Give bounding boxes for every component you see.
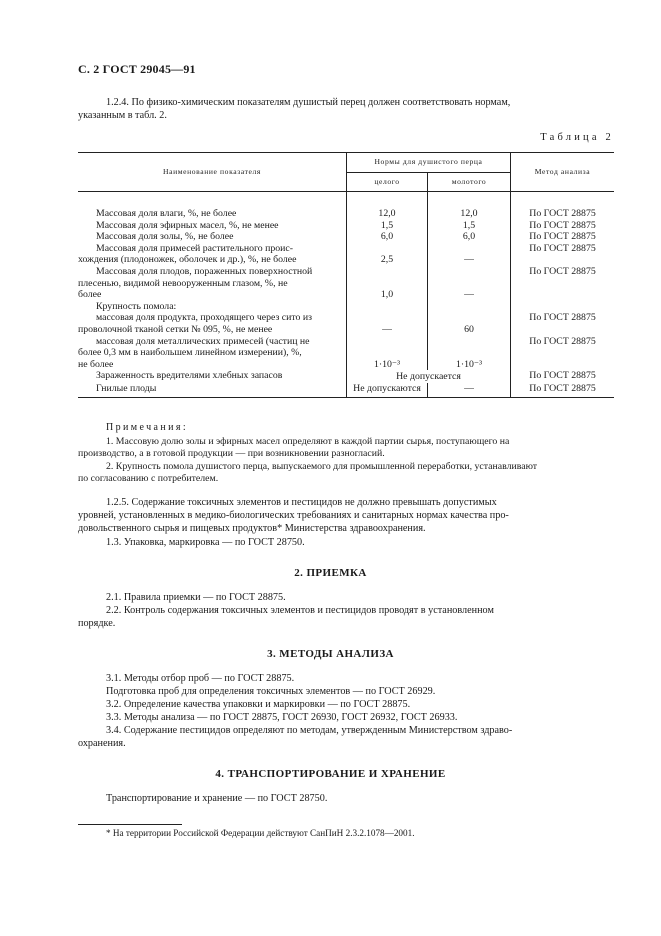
row-ground: — (428, 243, 511, 266)
row-method: По ГОСТ 28875 (511, 336, 615, 371)
row-name: Зараженность вредителями хлебных запасов (96, 370, 283, 382)
row-name (78, 336, 347, 371)
row-name: Гнилые плоды (78, 383, 347, 397)
row-whole: Не допускаются (347, 383, 428, 397)
note-2 (78, 461, 614, 486)
row-name-line: более (78, 289, 102, 301)
row-whole: 2,5 (347, 243, 428, 266)
table-caption: Таблица 2 (540, 132, 614, 143)
note-line: по согласованию с потребителем. (78, 473, 219, 485)
row-whole: 12,0 (347, 208, 428, 220)
paragraph-2-1: 2.1. Правила приемки — по ГОСТ 28875. (106, 592, 286, 603)
row-method: По ГОСТ 28875 (511, 370, 615, 383)
row-name-line: плесенью, видимой невооруженным глазом, %, не (78, 277, 288, 289)
row-method: По ГОСТ 28875 (511, 383, 615, 397)
section-3-title: 3. МЕТОДЫ АНАЛИЗА (267, 648, 394, 660)
note-line: 2. Крупность помола душистого перца, выпускаемого для промышленной переработки, устанавливают (106, 461, 538, 472)
header-name: Наименование показателя (78, 153, 347, 192)
row-span-value: Не допускается (347, 370, 511, 383)
row-ground: — (428, 266, 511, 301)
row-name: Массовая доля влаги, %, не более (96, 208, 237, 219)
footnote: * На территории Российской Федерации действуют СанПиН 2.3.2.1078—2001. (106, 828, 415, 838)
note-line: производство, а в готовой продукции — при возникновении разногласий. (78, 448, 385, 460)
header-norms: Нормы для душистого перца (347, 153, 511, 173)
note-line: 1. Массовую долю золы и эфирных масел определяют в каждой партии сырья, поступающего на (106, 436, 510, 447)
paragraph-line: 1.2.5. Содержание токсичных элементов и пестицидов не должно превышать допустимых (106, 497, 497, 508)
row-whole: 1,0 (347, 266, 428, 301)
paragraph-3-4 (78, 724, 614, 750)
row-name-line: проволочной тканой сетки № 095, %, не менее (78, 323, 273, 335)
table-row (78, 301, 614, 313)
row-ground: 60 (428, 312, 511, 335)
row-method: По ГОСТ 28875 (511, 231, 615, 243)
row-ground: 6,0 (428, 231, 511, 243)
paragraph-3-1: 3.1. Методы отбор проб — по ГОСТ 28875. (106, 673, 295, 684)
paragraph-line: порядке. (78, 618, 116, 630)
table-row (78, 312, 614, 335)
footnote-divider (78, 824, 182, 825)
header-method: Метод анализа (511, 153, 615, 192)
paragraph-line: 3.4. Содержание пестицидов определяют по методам, утвержденным Министерством здраво- (106, 725, 513, 736)
table-row (78, 208, 614, 220)
header-ground: молотого (428, 172, 511, 192)
paragraph-line: довольственного сырья и пищевых продуктов* Министерства здравоохранения. (78, 523, 426, 535)
row-name-line: не более (78, 358, 114, 370)
note-1 (78, 436, 614, 461)
row-ground: 1,5 (428, 220, 511, 232)
row-name (78, 312, 347, 335)
paragraph-1-3: 1.3. Упаковка, маркировка — по ГОСТ 28750. (106, 537, 305, 548)
row-name: Массовая доля эфирных масел, %, не менее (96, 219, 279, 231)
table-2 (78, 152, 614, 398)
table-header-row (78, 153, 614, 173)
page-header: С. 2 ГОСТ 29045—91 (78, 62, 196, 76)
paragraph-1-2-4 (78, 96, 614, 122)
paragraph-2-2 (78, 604, 614, 630)
row-whole: 1·10⁻³ (347, 336, 428, 371)
paragraph-3-3: 3.3. Методы анализа — по ГОСТ 28875, ГОСТ 26930, ГОСТ 26932, ГОСТ 26933. (106, 712, 458, 723)
row-whole: 6,0 (347, 231, 428, 243)
row-name-line: Массовая доля примесей растительного проис- (96, 242, 293, 254)
row-name (78, 266, 347, 301)
table-row (78, 243, 614, 266)
paragraph-line: указанным в табл. 2. (78, 110, 167, 122)
row-name-line: более 0,3 мм в наибольшем линейном измерении), %, (78, 347, 302, 359)
paragraph-line: 2.2. Контроль содержания токсичных элементов и пестицидов проводят в установленном (106, 605, 494, 616)
table-row (78, 266, 614, 301)
paragraph-1-2-5 (78, 496, 614, 536)
row-method: По ГОСТ 28875 (511, 266, 615, 301)
row-name: Крупность помола: (96, 300, 177, 312)
section-4-title: 4. ТРАНСПОРТИРОВАНИЕ И ХРАНЕНИЕ (215, 768, 446, 780)
paragraph-3-1b: Подготовка проб для определения токсичных элементов — по ГОСТ 26929. (106, 686, 436, 697)
table-row (78, 231, 614, 243)
row-name-line: массовая доля продукта, проходящего через сито из (96, 312, 312, 324)
table-row (78, 336, 614, 371)
row-whole: — (347, 312, 428, 335)
row-name-line: Массовая доля плодов, пораженных поверхностной (96, 265, 313, 277)
table-row (78, 370, 614, 383)
paragraph-line: 1.2.4. По физико-химическим показателям душистый перец должен соответствовать нормам, (106, 97, 511, 108)
paragraph-line: охранения. (78, 738, 126, 750)
notes-title: Примечания: (106, 422, 189, 433)
row-method: По ГОСТ 28875 (511, 243, 615, 266)
row-method: По ГОСТ 28875 (511, 312, 615, 335)
row-ground: 1·10⁻³ (428, 336, 511, 371)
row-name-line: хождения (плодоножек, оболочек и др.), %, не более (78, 254, 297, 266)
row-ground: 12,0 (428, 208, 511, 220)
table-spacer (78, 192, 614, 209)
row-name-line: массовая доля металлических примесей (частиц не (96, 335, 310, 347)
paragraph-4: Транспортирование и хранение — по ГОСТ 28750. (106, 793, 328, 804)
section-2-title: 2. ПРИЕМКА (294, 567, 367, 579)
row-name (78, 243, 347, 266)
row-method: По ГОСТ 28875 (511, 220, 615, 232)
paragraph-line: уровней, установленных в медико-биологических требованиях и санитарных нормах качества про- (78, 510, 509, 522)
header-whole: целого (347, 172, 428, 192)
table-row (78, 220, 614, 232)
paragraph-3-2: 3.2. Определение качества упаковки и маркировки — по ГОСТ 28875. (106, 699, 411, 710)
row-whole: 1,5 (347, 220, 428, 232)
row-method: По ГОСТ 28875 (511, 208, 615, 220)
row-ground: — (428, 383, 511, 397)
row-name: Массовая доля золы, %, не более (96, 231, 234, 243)
table-row (78, 383, 614, 397)
